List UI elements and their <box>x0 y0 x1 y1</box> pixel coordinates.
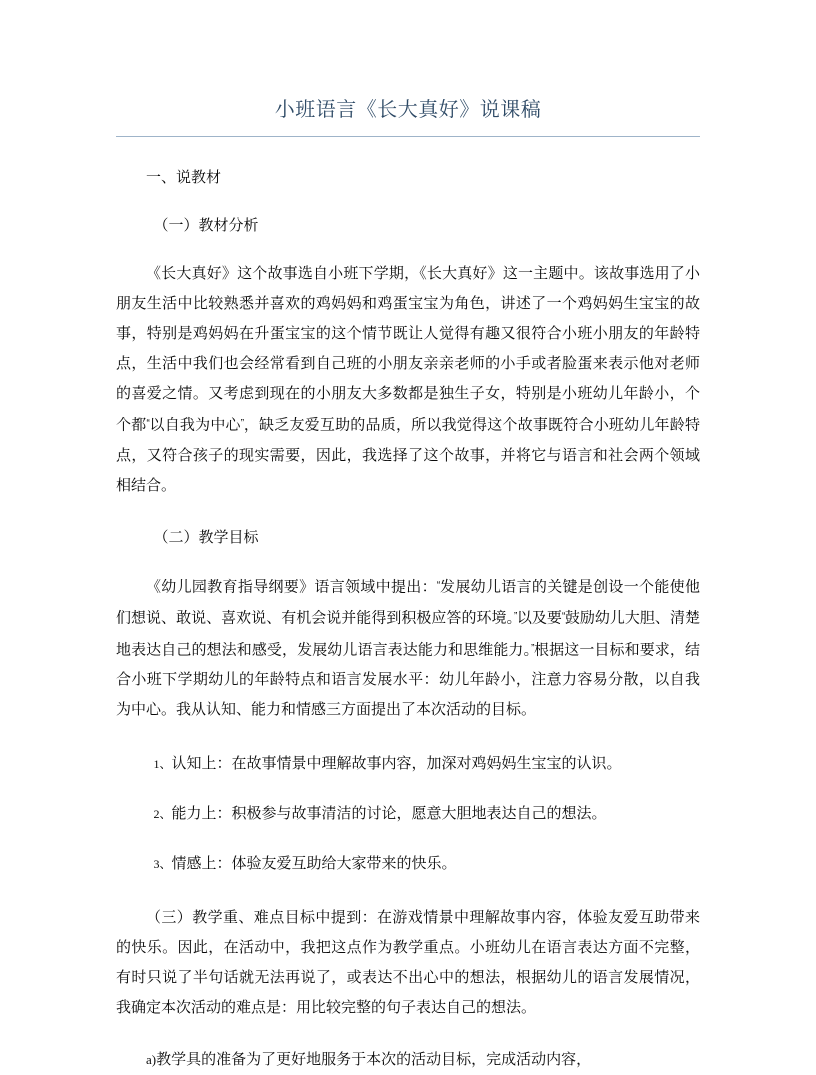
document-content <box>116 0 700 1075</box>
objectives-text-2: 发展幼儿语言的关键是创设一个能使他们想说、敢说、喜欢说、有机会说并能得到积极应答的环境。 <box>116 578 700 627</box>
page-title: 小班语言《长大真好》说课稿 <box>274 99 542 121</box>
list-item-label: 认知上： <box>171 755 232 772</box>
preparation-text: 教学具的准备为了更好地服务于本次的活动目标，完成活动内容， <box>156 1051 592 1068</box>
list-item <box>116 799 700 829</box>
list-item-text: 体验友爱互助给大家带来的快乐。 <box>231 855 457 872</box>
quote-close-3: ” <box>531 642 534 654</box>
list-item-text: 在故事情景中理解故事内容，加深对鸡妈妈生宝宝的认识。 <box>231 755 622 772</box>
objectives-text-3: 以及要 <box>516 609 562 627</box>
section-heading-teaching-material: 一、说教材 <box>146 169 222 186</box>
preparation-marker: a) <box>146 1052 157 1067</box>
quote-close-2: ” <box>514 611 517 622</box>
material-analysis-text-part2: ，缺乏友爱互助的品质，所以我觉得这个故事既符合小班幼儿年龄特点，又符合孩子的现实需要，因此，我选择了这个故事，并将它与语言和社会两个领域相结合。 <box>116 416 700 494</box>
objectives-text-1: 《幼儿园教育指导纲要》语言领域中提出： <box>146 578 437 595</box>
subsection-heading-material-analysis: （一）教材分析 <box>153 217 259 234</box>
paragraph-material-analysis <box>116 259 700 501</box>
paragraph-key-and-difficult-points: （三）教学重、难点目标中提到：在游戏情景中理解故事内容，体验友爱互助带来的快乐。因此，在活动中，我把这点作为教学重点。小班幼儿在语言表达方面不完整，有时只说了半句话就无法再说了，或表达不出心中的想法，根据幼儿的语言发展情况，我确定本次活动的难点是：用比较完整的句子表达自己的想法。 <box>116 909 700 1016</box>
quote-open-3: “ <box>561 611 565 622</box>
list-item <box>116 849 700 879</box>
list-item-number: 1、 <box>153 757 172 771</box>
list-item-label: 情感上： <box>171 855 232 872</box>
list-item-number: 2、 <box>153 807 172 821</box>
paragraph-teaching-objectives <box>116 571 700 726</box>
material-analysis-text-part1: 《长大真好》这个故事选自小班下学期，《长大真好》这一主题中。该故事选用了小朋友生活中比较熟悉并喜欢的鸡妈妈和鸡蛋宝宝为角色，讲述了一个鸡妈妈生宝宝的故事，特别是鸡妈妈在升蛋宝宝的这个情节既让人觉得有趣又很符合小班小朋友的年龄特点，生活中我们也会经常看到自己班的小朋友亲亲老师的小手或者脸蛋来表示他对老师的喜爱之情。又考虑到现在的小朋友大多数都是独生子女，特别是小班幼儿年龄小，个个都 <box>116 265 700 434</box>
list-item-label: 能力上： <box>171 805 232 822</box>
quote-open-1: “ <box>146 418 150 429</box>
list-item-number: 3、 <box>153 857 172 871</box>
quote-close-1: ” <box>240 418 244 429</box>
quote-open-2: “ <box>436 579 440 591</box>
list-item <box>116 749 700 779</box>
paragraph-preparation <box>116 1045 700 1075</box>
material-analysis-text-mid: 以自我为中心 <box>149 416 241 434</box>
subsection-heading-teaching-objectives: （二）教学目标 <box>153 528 259 546</box>
objectives-text-5: 根据这一目标和要求，结合小班下学期幼儿的年龄特点和语言发展水平：幼儿年龄小，注意力容易分散，以自我为中心。我从认知、能力和情感三方面提出了本次活动的目标。 <box>116 641 700 718</box>
list-item-text: 积极参与故事清洁的讨论，愿意大胆地表达自己的想法。 <box>231 805 607 822</box>
objectives-text-4: 鼓励幼儿大胆、清楚地表达自己的想法和感受，发展幼儿语言表达能力和思维能力。 <box>116 609 700 658</box>
